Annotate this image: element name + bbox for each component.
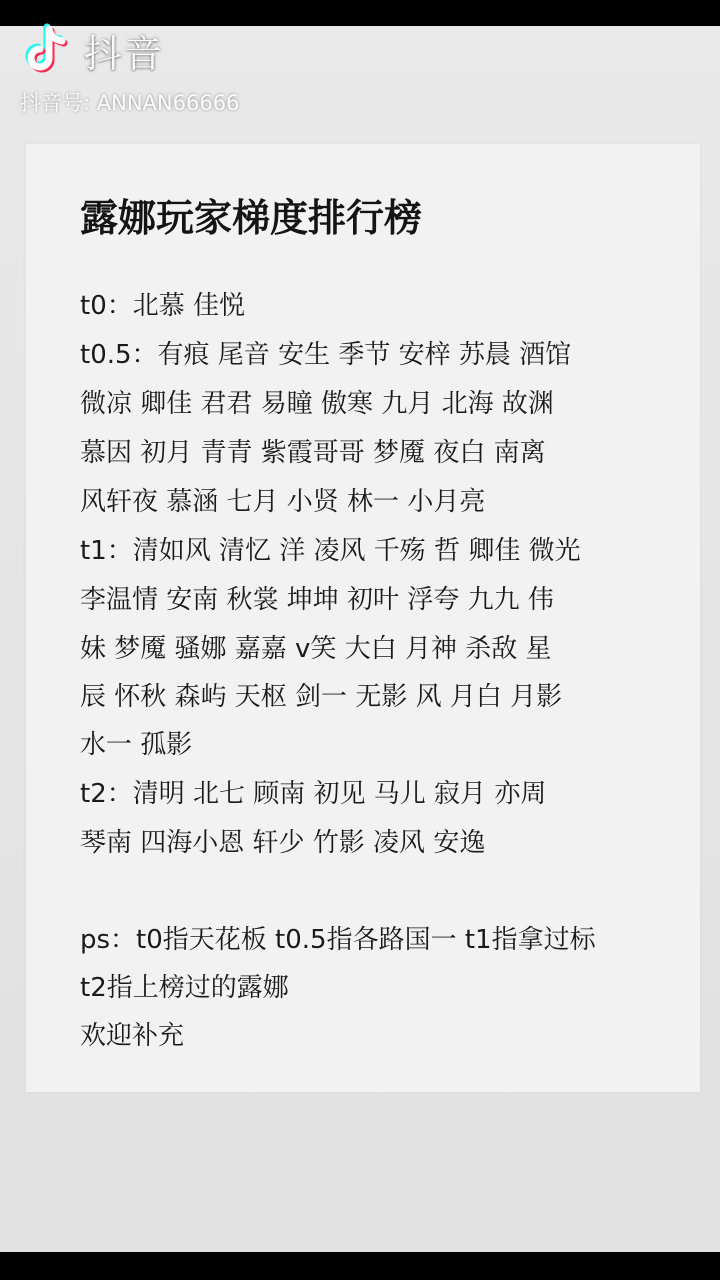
- watermark-account-id: 抖音号: ANNAN66666: [20, 91, 240, 115]
- tier-line: 琴南 四海小恩 轩少 竹影 凌风 安逸: [80, 828, 486, 858]
- douyin-logo-icon: [20, 20, 78, 78]
- tier-line: 风轩夜 慕涵 七月 小贤 林一 小月亮: [80, 487, 486, 517]
- bottom-black-bar: [0, 1252, 720, 1280]
- ps-note-line: t2指上榜过的露娜: [80, 973, 289, 1003]
- tier-line: 慕因 初月 青青 紫霞哥哥 梦魇 夜白 南离: [80, 438, 546, 468]
- tier-line: t2：清明 北七 顾南 初见 马儿 寂月 亦周: [80, 779, 547, 809]
- tier-line: t0：北慕 佳悦: [80, 291, 246, 321]
- tier-line: 妹 梦魇 骚娜 嘉嘉 v笑 大白 月神 杀敌 星: [80, 634, 552, 664]
- watermark-app-name: 抖音: [84, 32, 165, 76]
- tier-line: 微凉 卿佳 君君 易瞳 傲寒 九月 北海 故渊: [80, 389, 554, 419]
- tier-line: 辰 怀秋 森屿 天枢 剑一 无影 风 月白 月影: [80, 682, 563, 712]
- top-black-bar: [0, 0, 720, 26]
- tier-line: t1：清如风 清忆 洋 凌风 千殇 哲 卿佳 微光: [80, 536, 581, 566]
- tier-line: 李温情 安南 秋裳 坤坤 初叶 浮夸 九九 伟: [80, 585, 554, 615]
- ps-note-line: 欢迎补充: [80, 1021, 185, 1051]
- tier-line: t0.5：有痕 尾音 安生 季节 安梓 苏晨 酒馆: [80, 340, 572, 370]
- tier-line: 水一 孤影: [80, 730, 193, 760]
- ps-note-line: ps：t0指天花板 t0.5指各路国一 t1指拿过标: [80, 925, 596, 955]
- card-title: 露娜玩家梯度排行榜: [80, 196, 423, 240]
